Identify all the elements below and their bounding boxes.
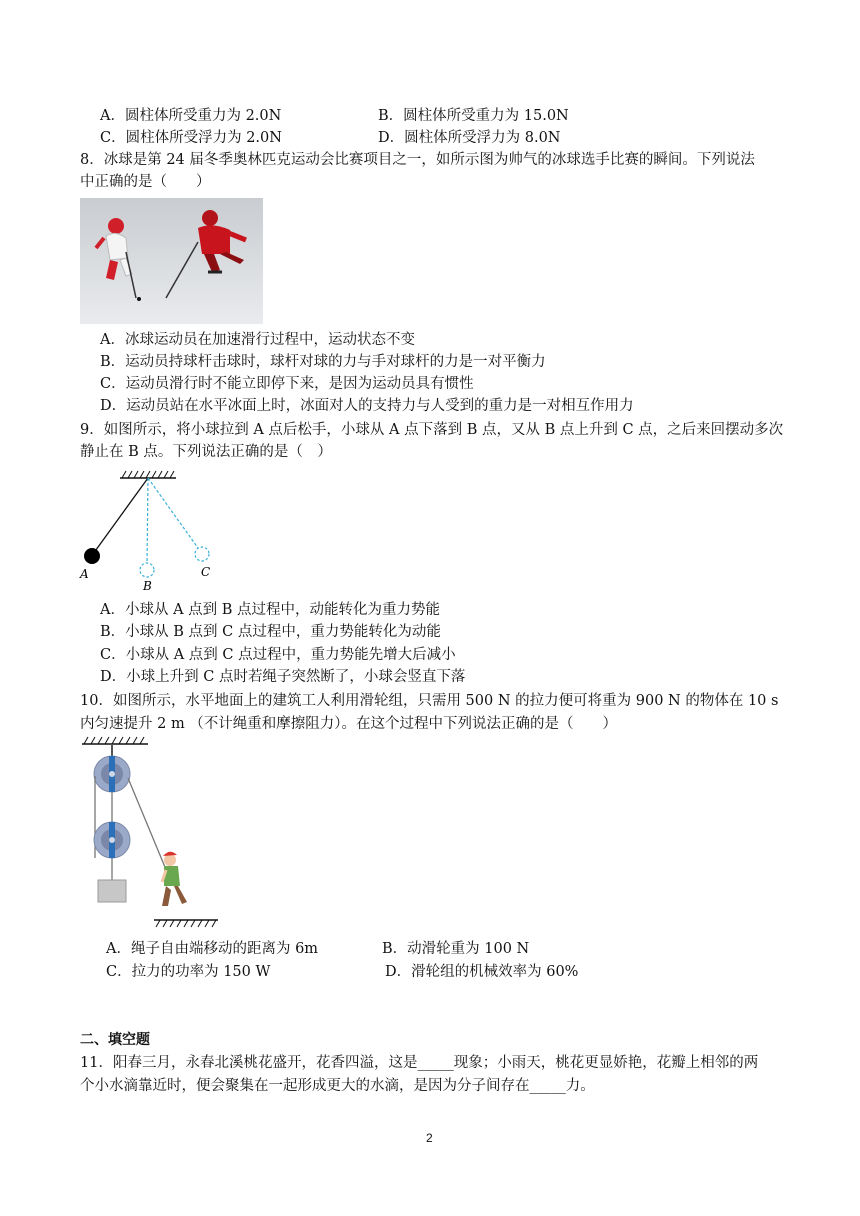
ball-a-icon — [84, 548, 100, 564]
q8-option-b: B．运动员持球杆击球时，球杆对球的力与手对球杆的力是一对平衡力 — [100, 354, 546, 370]
q9-stem-line1: 9．如图所示，将小球拉到 A 点后松手，小球从 A 点下落到 B 点，又从 B 点上升到 C 点，之后来回摆动多次 — [80, 422, 784, 438]
q11-stem-line2: 个小水滴靠近时，便会聚集在一起形成更大的水滴，是因为分子间存在_____力。 — [80, 1078, 595, 1094]
q9-stem-line2: 静止在 B 点。下列说法正确的是（ ） — [80, 444, 332, 460]
q8-stem-line2: 中正确的是（ ） — [80, 174, 211, 190]
label-a: A — [80, 567, 89, 581]
q9-option-d: D．小球上升到 C 点时若绳子突然断了，小球会竖直下落 — [100, 669, 466, 685]
q9-option-b: B．小球从 B 点到 C 点过程中，重力势能转化为动能 — [100, 624, 441, 640]
q7-option-d: D．圆柱体所受浮力为 8.0N — [378, 130, 561, 146]
q9-option-c: C．小球从 A 点到 C 点过程中，重力势能先增大后减小 — [100, 647, 456, 663]
label-c: C — [201, 565, 211, 579]
q10-option-a: A．绳子自由端移动的距离为 6m — [106, 941, 319, 957]
q9-option-a: A．小球从 A 点到 B 点过程中，动能转化为重力势能 — [100, 602, 441, 618]
q10-option-d: D．滑轮组的机械效率为 60% — [385, 964, 579, 980]
q8-stem-line1: 8．冰球是第 24 届冬季奥林匹克运动会比赛项目之一，如所示图为帅气的冰球选手比赛的瞬间。下列说法 — [80, 152, 755, 168]
q11-stem-line1: 11．阳春三月，永春北溪桃花盛开，花香四溢，这是_____现象；小雨天，桃花更显娇艳，花瓣上相邻的两 — [80, 1055, 759, 1071]
q10-option-c: C．拉力的功率为 150 W — [106, 964, 271, 980]
q8-option-d: D．运动员站在水平冰面上时，冰面对人的支持力与人受到的重力是一对相互作用力 — [100, 398, 634, 414]
ball-c-icon — [195, 547, 209, 561]
pulley-system-diagram — [78, 734, 228, 936]
q8-option-a: A．冰球运动员在加速滑行过程中，运动状态不变 — [100, 332, 415, 348]
q10-option-b: B．动滑轮重为 100 N — [382, 941, 530, 957]
section-heading-fill-in: 二、填空题 — [80, 1032, 150, 1048]
worker-icon — [162, 852, 187, 906]
movable-pulley-icon — [94, 822, 130, 858]
q7-option-c: C．圆柱体所受浮力为 2.0N — [100, 130, 282, 146]
q10-stem-line2: 内匀速提升 2 m （不计绳重和摩擦阻力）。在这个过程中下列说法正确的是（ ） — [80, 716, 618, 732]
q10-stem-line1: 10．如图所示，水平地面上的建筑工人利用滑轮组，只需用 500 N 的拉力便可将重为 900 N 的物体在 10 s — [80, 693, 779, 709]
q8-option-c: C．运动员滑行时不能立即停下来，是因为运动员具有惯性 — [100, 376, 474, 392]
fixed-pulley-icon — [94, 756, 130, 792]
weight-block-icon — [98, 880, 126, 902]
q7-option-b: B．圆柱体所受重力为 15.0N — [378, 108, 569, 124]
ball-b-icon — [140, 563, 154, 577]
label-b: B — [143, 579, 152, 593]
page-number: 2 — [426, 1131, 433, 1145]
ice-hockey-photo — [80, 198, 263, 324]
pendulum-diagram — [76, 468, 226, 594]
q7-option-a: A．圆柱体所受重力为 2.0N — [100, 108, 282, 124]
